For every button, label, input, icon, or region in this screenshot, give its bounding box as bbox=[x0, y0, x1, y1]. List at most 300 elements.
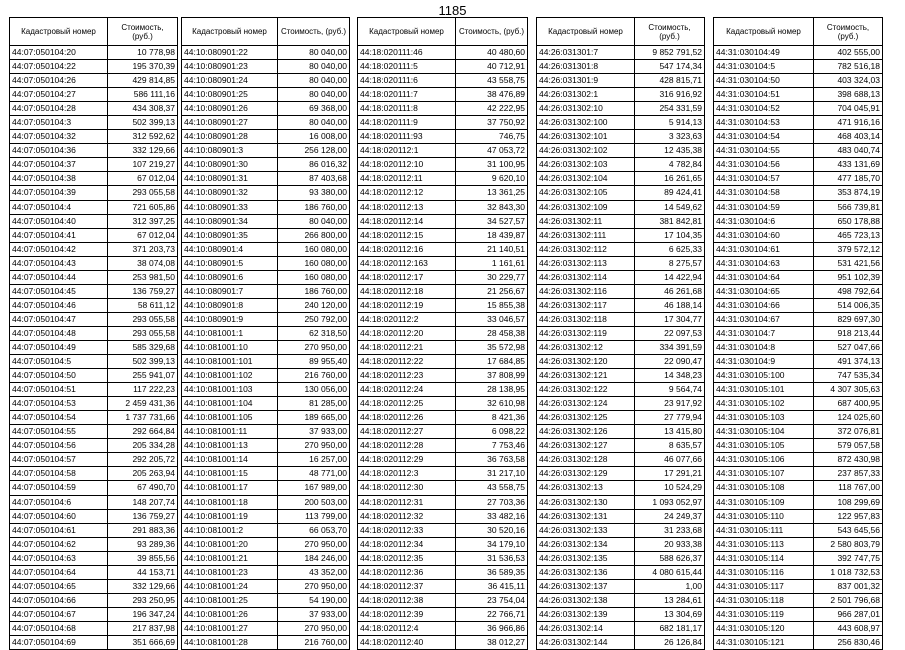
cost-cell: 124 025,60 bbox=[814, 411, 883, 425]
cost-cell: 1 737 731,66 bbox=[108, 411, 178, 425]
cadastral-number-cell: 44:10:080901:28 bbox=[182, 130, 278, 144]
table-row bbox=[358, 74, 528, 88]
cost-cell: 43 352,00 bbox=[278, 565, 350, 579]
table-row bbox=[10, 439, 178, 453]
cadastral-number-cell: 44:10:080901:30 bbox=[182, 158, 278, 172]
cost-cell: 16 008,00 bbox=[278, 130, 350, 144]
cadastral-number-cell: 44:26:031302:104 bbox=[537, 172, 635, 186]
cadastral-number-cell: 44:07:050104:58 bbox=[10, 467, 108, 481]
cadastral-number-cell: 44:31:030105:109 bbox=[714, 495, 814, 509]
cadastral-number-cell: 44:07:050104:69 bbox=[10, 635, 108, 649]
cost-table bbox=[713, 17, 883, 650]
cadastral-number-cell: 44:26:031302:102 bbox=[537, 144, 635, 158]
cadastral-number-cell: 44:07:050104:5 bbox=[10, 355, 108, 369]
table-row bbox=[182, 88, 350, 102]
cost-cell: 80 040,00 bbox=[278, 214, 350, 228]
cadastral-number-cell: 44:10:080901:23 bbox=[182, 60, 278, 74]
cost-cell: 379 572,12 bbox=[814, 242, 883, 256]
cadastral-number-cell: 44:26:031302:121 bbox=[537, 369, 635, 383]
table-header-row bbox=[714, 18, 883, 46]
table-row bbox=[10, 186, 178, 200]
cost-cell: 47 053,72 bbox=[456, 144, 528, 158]
table-row bbox=[537, 425, 705, 439]
table-row bbox=[537, 607, 705, 621]
table-row bbox=[182, 621, 350, 635]
table-row bbox=[537, 158, 705, 172]
header-cadastral-number: Кадастровый номер bbox=[358, 18, 456, 46]
cadastral-number-cell: 44:10:080901:24 bbox=[182, 74, 278, 88]
cadastral-number-cell: 44:10:081001:104 bbox=[182, 397, 278, 411]
cadastral-number-cell: 44:07:050104:37 bbox=[10, 158, 108, 172]
table-row bbox=[714, 242, 883, 256]
cost-cell: 34 527,57 bbox=[456, 214, 528, 228]
table-row bbox=[537, 411, 705, 425]
cadastral-number-cell: 44:10:080901:8 bbox=[182, 298, 278, 312]
table-row bbox=[537, 621, 705, 635]
cadastral-number-cell: 44:26:031302:101 bbox=[537, 130, 635, 144]
cost-cell: 43 558,75 bbox=[456, 481, 528, 495]
cost-cell: 351 666,69 bbox=[108, 635, 178, 649]
cost-cell: 266 800,00 bbox=[278, 228, 350, 242]
cost-cell: 237 857,33 bbox=[814, 467, 883, 481]
cost-cell: 514 006,35 bbox=[814, 298, 883, 312]
cadastral-number-cell: 44:26:031302:130 bbox=[537, 495, 635, 509]
cadastral-number-cell: 44:18:020111:93 bbox=[358, 130, 456, 144]
table-row bbox=[358, 551, 528, 565]
table-row bbox=[714, 383, 883, 397]
cadastral-number-cell: 44:26:031302:124 bbox=[537, 397, 635, 411]
cadastral-number-cell: 44:10:080901:26 bbox=[182, 102, 278, 116]
cost-cell: 782 516,18 bbox=[814, 60, 883, 74]
cost-cell: 14 348,23 bbox=[635, 369, 705, 383]
cost-cell: 398 688,13 bbox=[814, 88, 883, 102]
cost-cell: 9 564,74 bbox=[635, 383, 705, 397]
table-row bbox=[182, 495, 350, 509]
cadastral-number-cell: 44:18:020111:8 bbox=[358, 102, 456, 116]
cadastral-number-cell: 44:10:080901:35 bbox=[182, 228, 278, 242]
cadastral-number-cell: 44:31:030104:63 bbox=[714, 256, 814, 270]
cost-cell: 292 664,84 bbox=[108, 425, 178, 439]
table-row bbox=[537, 635, 705, 649]
table-row bbox=[358, 228, 528, 242]
table-row bbox=[714, 397, 883, 411]
cadastral-number-cell: 44:31:030104:58 bbox=[714, 186, 814, 200]
cadastral-number-cell: 44:10:081001:21 bbox=[182, 551, 278, 565]
cadastral-number-cell: 44:18:020112:15 bbox=[358, 228, 456, 242]
table-row bbox=[537, 284, 705, 298]
cadastral-number-cell: 44:18:020112:4 bbox=[358, 621, 456, 635]
table-row bbox=[537, 298, 705, 312]
table-row bbox=[10, 158, 178, 172]
table-row bbox=[182, 158, 350, 172]
table-row bbox=[358, 158, 528, 172]
cost-cell: 468 403,14 bbox=[814, 130, 883, 144]
cadastral-number-cell: 44:07:050104:66 bbox=[10, 593, 108, 607]
cadastral-number-cell: 44:31:030104:7 bbox=[714, 326, 814, 340]
cost-cell: 26 126,84 bbox=[635, 635, 705, 649]
cadastral-number-cell: 44:31:030104:59 bbox=[714, 200, 814, 214]
table-row bbox=[358, 102, 528, 116]
cost-cell: 4 080 615,44 bbox=[635, 565, 705, 579]
cadastral-number-cell: 44:26:031301:8 bbox=[537, 60, 635, 74]
cost-cell: 334 391,59 bbox=[635, 340, 705, 354]
table-row bbox=[714, 158, 883, 172]
cadastral-number-cell: 44:07:050104:68 bbox=[10, 621, 108, 635]
table-row bbox=[714, 326, 883, 340]
cadastral-number-cell: 44:31:030105:113 bbox=[714, 537, 814, 551]
table-row bbox=[182, 397, 350, 411]
cadastral-number-cell: 44:18:020111:7 bbox=[358, 88, 456, 102]
cadastral-number-cell: 44:26:031302:105 bbox=[537, 186, 635, 200]
table-row bbox=[10, 355, 178, 369]
cadastral-number-cell: 44:31:030104:56 bbox=[714, 158, 814, 172]
cost-cell: 66 053,70 bbox=[278, 523, 350, 537]
cadastral-number-cell: 44:10:081001:24 bbox=[182, 579, 278, 593]
table-row bbox=[10, 88, 178, 102]
table-row bbox=[182, 200, 350, 214]
cadastral-number-cell: 44:26:031302:125 bbox=[537, 411, 635, 425]
cadastral-number-cell: 44:31:030105:114 bbox=[714, 551, 814, 565]
cadastral-number-cell: 44:07:050104:63 bbox=[10, 551, 108, 565]
cost-cell: 22 766,71 bbox=[456, 607, 528, 621]
cost-cell: 54 190,00 bbox=[278, 593, 350, 607]
cost-cell: 186 760,00 bbox=[278, 200, 350, 214]
table-row bbox=[182, 411, 350, 425]
cost-cell: 89 424,41 bbox=[635, 186, 705, 200]
table-row bbox=[182, 116, 350, 130]
cost-cell: 1 093 052,97 bbox=[635, 495, 705, 509]
cadastral-number-cell: 44:31:030105:120 bbox=[714, 621, 814, 635]
cadastral-number-cell: 44:26:031302:111 bbox=[537, 228, 635, 242]
table-row bbox=[10, 495, 178, 509]
table-row bbox=[10, 369, 178, 383]
cadastral-number-cell: 44:18:020112:3 bbox=[358, 467, 456, 481]
table-row bbox=[182, 383, 350, 397]
cost-cell: 38 476,89 bbox=[456, 88, 528, 102]
cadastral-number-cell: 44:07:050104:43 bbox=[10, 256, 108, 270]
cost-cell: 118 767,00 bbox=[814, 481, 883, 495]
cost-cell: 36 763,58 bbox=[456, 453, 528, 467]
cadastral-number-cell: 44:31:030105:111 bbox=[714, 523, 814, 537]
table-row bbox=[537, 116, 705, 130]
cost-cell: 195 370,39 bbox=[108, 60, 178, 74]
table-row bbox=[10, 242, 178, 256]
cost-cell: 566 739,81 bbox=[814, 200, 883, 214]
table-row bbox=[358, 284, 528, 298]
cadastral-number-cell: 44:31:030105:116 bbox=[714, 565, 814, 579]
table-row bbox=[358, 537, 528, 551]
cost-cell: 498 792,64 bbox=[814, 284, 883, 298]
table-row bbox=[358, 144, 528, 158]
cadastral-number-cell: 44:26:031302:139 bbox=[537, 607, 635, 621]
header-cost: Стоимость, (руб.) bbox=[456, 18, 528, 46]
header-cadastral-number: Кадастровый номер bbox=[182, 18, 278, 46]
cost-cell: 316 916,92 bbox=[635, 88, 705, 102]
cadastral-number-cell: 44:26:031302:113 bbox=[537, 256, 635, 270]
cost-cell: 254 331,59 bbox=[635, 102, 705, 116]
table-row bbox=[537, 130, 705, 144]
cost-cell: 402 555,00 bbox=[814, 46, 883, 60]
cost-cell: 17 304,77 bbox=[635, 312, 705, 326]
cadastral-number-cell: 44:18:020112:163 bbox=[358, 256, 456, 270]
cadastral-number-cell: 44:31:030105:102 bbox=[714, 397, 814, 411]
cadastral-number-cell: 44:26:031302:10 bbox=[537, 102, 635, 116]
header-cadastral-number: Кадастровый номер bbox=[537, 18, 635, 46]
cadastral-number-cell: 44:18:020112:18 bbox=[358, 284, 456, 298]
cadastral-number-cell: 44:18:020111:6 bbox=[358, 74, 456, 88]
table-row bbox=[182, 523, 350, 537]
table-row bbox=[714, 593, 883, 607]
cost-cell: 527 047,66 bbox=[814, 340, 883, 354]
cadastral-number-cell: 44:10:080901:5 bbox=[182, 256, 278, 270]
cost-cell: 10 524,29 bbox=[635, 481, 705, 495]
cost-cell: 16 261,65 bbox=[635, 172, 705, 186]
cost-cell: 579 057,58 bbox=[814, 439, 883, 453]
cost-cell: 31 233,68 bbox=[635, 523, 705, 537]
table-row bbox=[714, 312, 883, 326]
cadastral-number-cell: 44:18:020112:34 bbox=[358, 537, 456, 551]
table-row bbox=[182, 481, 350, 495]
cadastral-number-cell: 44:18:020111:46 bbox=[358, 46, 456, 60]
table-row bbox=[182, 298, 350, 312]
table-row bbox=[182, 439, 350, 453]
cost-cell: 108 299,69 bbox=[814, 495, 883, 509]
cost-cell: 8 421,36 bbox=[456, 411, 528, 425]
cost-cell: 30 520,16 bbox=[456, 523, 528, 537]
cadastral-number-cell: 44:18:020111:5 bbox=[358, 60, 456, 74]
cost-cell: 93 289,36 bbox=[108, 537, 178, 551]
cadastral-number-cell: 44:26:031301:7 bbox=[537, 46, 635, 60]
cost-cell: 403 324,03 bbox=[814, 74, 883, 88]
cadastral-number-cell: 44:18:020112:29 bbox=[358, 453, 456, 467]
table-row bbox=[358, 411, 528, 425]
table-row bbox=[714, 439, 883, 453]
header-cadastral-number: Кадастровый номер bbox=[714, 18, 814, 46]
table-row bbox=[10, 453, 178, 467]
table-row bbox=[358, 621, 528, 635]
cadastral-number-cell: 44:10:080901:7 bbox=[182, 284, 278, 298]
table-row bbox=[714, 565, 883, 579]
cadastral-number-cell: 44:31:030104:65 bbox=[714, 284, 814, 298]
table-row bbox=[10, 425, 178, 439]
table-row bbox=[358, 46, 528, 60]
cost-cell: 13 361,25 bbox=[456, 186, 528, 200]
table-row bbox=[537, 481, 705, 495]
cadastral-number-cell: 44:31:030104:67 bbox=[714, 312, 814, 326]
cost-cell: 13 415,80 bbox=[635, 425, 705, 439]
cadastral-number-cell: 44:07:050104:4 bbox=[10, 200, 108, 214]
cost-cell: 2 459 431,36 bbox=[108, 397, 178, 411]
table-row bbox=[537, 242, 705, 256]
cost-cell: 46 261,68 bbox=[635, 284, 705, 298]
cost-cell: 270 950,00 bbox=[278, 340, 350, 354]
cadastral-number-cell: 44:18:020112:36 bbox=[358, 565, 456, 579]
table-row bbox=[358, 495, 528, 509]
cadastral-number-cell: 44:07:050104:6 bbox=[10, 495, 108, 509]
cadastral-number-cell: 44:07:050104:61 bbox=[10, 523, 108, 537]
cost-cell: 80 040,00 bbox=[278, 46, 350, 60]
table-row bbox=[182, 551, 350, 565]
cost-cell: 353 874,19 bbox=[814, 186, 883, 200]
cadastral-number-cell: 44:10:080901:25 bbox=[182, 88, 278, 102]
cost-cell: 12 435,38 bbox=[635, 144, 705, 158]
cost-cell: 22 090,47 bbox=[635, 355, 705, 369]
cadastral-number-cell: 44:18:020112:35 bbox=[358, 551, 456, 565]
table-row bbox=[182, 102, 350, 116]
table-row bbox=[358, 481, 528, 495]
cadastral-number-cell: 44:07:050104:42 bbox=[10, 242, 108, 256]
cost-cell: 86 016,32 bbox=[278, 158, 350, 172]
table-row bbox=[358, 383, 528, 397]
table-row bbox=[358, 130, 528, 144]
table-row bbox=[10, 340, 178, 354]
cost-cell: 62 318,50 bbox=[278, 326, 350, 340]
table-row bbox=[358, 172, 528, 186]
cost-cell: 332 129,66 bbox=[108, 579, 178, 593]
cadastral-number-cell: 44:10:081001:102 bbox=[182, 369, 278, 383]
cadastral-number-cell: 44:10:080901:3 bbox=[182, 144, 278, 158]
table-row bbox=[714, 340, 883, 354]
cost-cell: 872 430,98 bbox=[814, 453, 883, 467]
table-row bbox=[537, 312, 705, 326]
cadastral-number-cell: 44:26:031302:120 bbox=[537, 355, 635, 369]
cadastral-number-cell: 44:10:080901:31 bbox=[182, 172, 278, 186]
table-row bbox=[10, 579, 178, 593]
cadastral-number-cell: 44:26:031302:131 bbox=[537, 509, 635, 523]
table-row bbox=[537, 74, 705, 88]
cadastral-number-cell: 44:07:050104:46 bbox=[10, 298, 108, 312]
cadastral-number-cell: 44:10:081001:14 bbox=[182, 453, 278, 467]
cost-cell: 704 045,91 bbox=[814, 102, 883, 116]
cadastral-number-cell: 44:10:081001:10 bbox=[182, 340, 278, 354]
cost-cell: 205 263,94 bbox=[108, 467, 178, 481]
cadastral-number-cell: 44:31:030105:101 bbox=[714, 383, 814, 397]
table-row bbox=[182, 635, 350, 649]
cost-cell: 80 040,00 bbox=[278, 60, 350, 74]
cadastral-number-cell: 44:10:081001:28 bbox=[182, 635, 278, 649]
cost-cell: 270 950,00 bbox=[278, 621, 350, 635]
table-row bbox=[714, 46, 883, 60]
cost-cell: 837 001,32 bbox=[814, 579, 883, 593]
cadastral-number-cell: 44:07:050104:44 bbox=[10, 270, 108, 284]
cost-cell: 117 222,23 bbox=[108, 383, 178, 397]
table-row bbox=[182, 369, 350, 383]
cost-cell: 586 111,16 bbox=[108, 88, 178, 102]
cadastral-number-cell: 44:31:030104:8 bbox=[714, 340, 814, 354]
cadastral-number-cell: 44:31:030105:117 bbox=[714, 579, 814, 593]
cost-cell: 38 012,27 bbox=[456, 635, 528, 649]
table-header-row bbox=[10, 18, 178, 46]
cadastral-number-cell: 44:26:031302:119 bbox=[537, 326, 635, 340]
table-row bbox=[358, 593, 528, 607]
cadastral-number-cell: 44:31:030105:100 bbox=[714, 369, 814, 383]
table-row bbox=[10, 130, 178, 144]
cadastral-number-cell: 44:18:020112:14 bbox=[358, 214, 456, 228]
table-row bbox=[182, 256, 350, 270]
table-row bbox=[537, 495, 705, 509]
cost-cell: 1 161,61 bbox=[456, 256, 528, 270]
cadastral-number-cell: 44:31:030104:5 bbox=[714, 60, 814, 74]
cadastral-number-cell: 44:10:081001:1 bbox=[182, 326, 278, 340]
cost-cell: 31 100,95 bbox=[456, 158, 528, 172]
cost-table-3 bbox=[357, 17, 528, 650]
cadastral-number-cell: 44:07:050104:56 bbox=[10, 439, 108, 453]
cadastral-number-cell: 44:18:020112:38 bbox=[358, 593, 456, 607]
cost-cell: 87 403,68 bbox=[278, 172, 350, 186]
table-row bbox=[537, 270, 705, 284]
cost-cell: 196 347,24 bbox=[108, 607, 178, 621]
table-row bbox=[714, 481, 883, 495]
cost-cell: 250 792,00 bbox=[278, 312, 350, 326]
table-row bbox=[537, 186, 705, 200]
cadastral-number-cell: 44:10:081001:26 bbox=[182, 607, 278, 621]
table-row bbox=[10, 411, 178, 425]
cost-cell: 721 605,86 bbox=[108, 200, 178, 214]
table-row bbox=[358, 186, 528, 200]
cost-cell: 17 291,21 bbox=[635, 467, 705, 481]
table-row bbox=[714, 467, 883, 481]
cadastral-number-cell: 44:26:031302:12 bbox=[537, 340, 635, 354]
cadastral-number-cell: 44:26:031302:14 bbox=[537, 621, 635, 635]
cost-cell: 37 808,99 bbox=[456, 369, 528, 383]
cost-cell: 255 941,07 bbox=[108, 369, 178, 383]
cost-cell: 130 056,00 bbox=[278, 383, 350, 397]
cost-cell: 160 080,00 bbox=[278, 242, 350, 256]
table-row bbox=[358, 256, 528, 270]
cadastral-number-cell: 44:18:020112:19 bbox=[358, 298, 456, 312]
table-row bbox=[182, 355, 350, 369]
cadastral-number-cell: 44:07:050104:36 bbox=[10, 144, 108, 158]
cost-cell: 547 174,34 bbox=[635, 60, 705, 74]
cost-cell: 37 750,92 bbox=[456, 116, 528, 130]
table-row bbox=[537, 369, 705, 383]
table-header-row bbox=[182, 18, 350, 46]
cadastral-number-cell: 44:07:050104:22 bbox=[10, 60, 108, 74]
table-row bbox=[358, 579, 528, 593]
cadastral-number-cell: 44:07:050104:40 bbox=[10, 214, 108, 228]
cost-cell: 543 645,56 bbox=[814, 523, 883, 537]
cadastral-number-cell: 44:07:050104:27 bbox=[10, 88, 108, 102]
cost-cell: 31 536,53 bbox=[456, 551, 528, 565]
cadastral-number-cell: 44:31:030105:121 bbox=[714, 635, 814, 649]
cadastral-number-cell: 44:26:031302:122 bbox=[537, 383, 635, 397]
table-row bbox=[537, 60, 705, 74]
cost-cell: 80 040,00 bbox=[278, 74, 350, 88]
cadastral-number-cell: 44:26:031302:103 bbox=[537, 158, 635, 172]
cost-table-1 bbox=[9, 17, 178, 650]
cadastral-number-cell: 44:18:020112:12 bbox=[358, 186, 456, 200]
cadastral-number-cell: 44:10:080901:33 bbox=[182, 200, 278, 214]
table-row bbox=[358, 523, 528, 537]
cost-cell: 531 421,56 bbox=[814, 256, 883, 270]
cadastral-number-cell: 44:18:020112:10 bbox=[358, 158, 456, 172]
table-row bbox=[358, 467, 528, 481]
cadastral-number-cell: 44:18:020112:37 bbox=[358, 579, 456, 593]
table-row bbox=[182, 579, 350, 593]
table-row bbox=[10, 537, 178, 551]
cost-cell: 80 040,00 bbox=[278, 88, 350, 102]
table-row bbox=[537, 397, 705, 411]
table-row bbox=[182, 242, 350, 256]
cost-cell: 28 138,95 bbox=[456, 383, 528, 397]
cost-cell: 48 771,00 bbox=[278, 467, 350, 481]
table-row bbox=[10, 200, 178, 214]
table-row bbox=[714, 551, 883, 565]
table-row bbox=[358, 116, 528, 130]
cadastral-number-cell: 44:18:020112:16 bbox=[358, 242, 456, 256]
cadastral-number-cell: 44:18:020111:9 bbox=[358, 116, 456, 130]
table-row bbox=[714, 284, 883, 298]
